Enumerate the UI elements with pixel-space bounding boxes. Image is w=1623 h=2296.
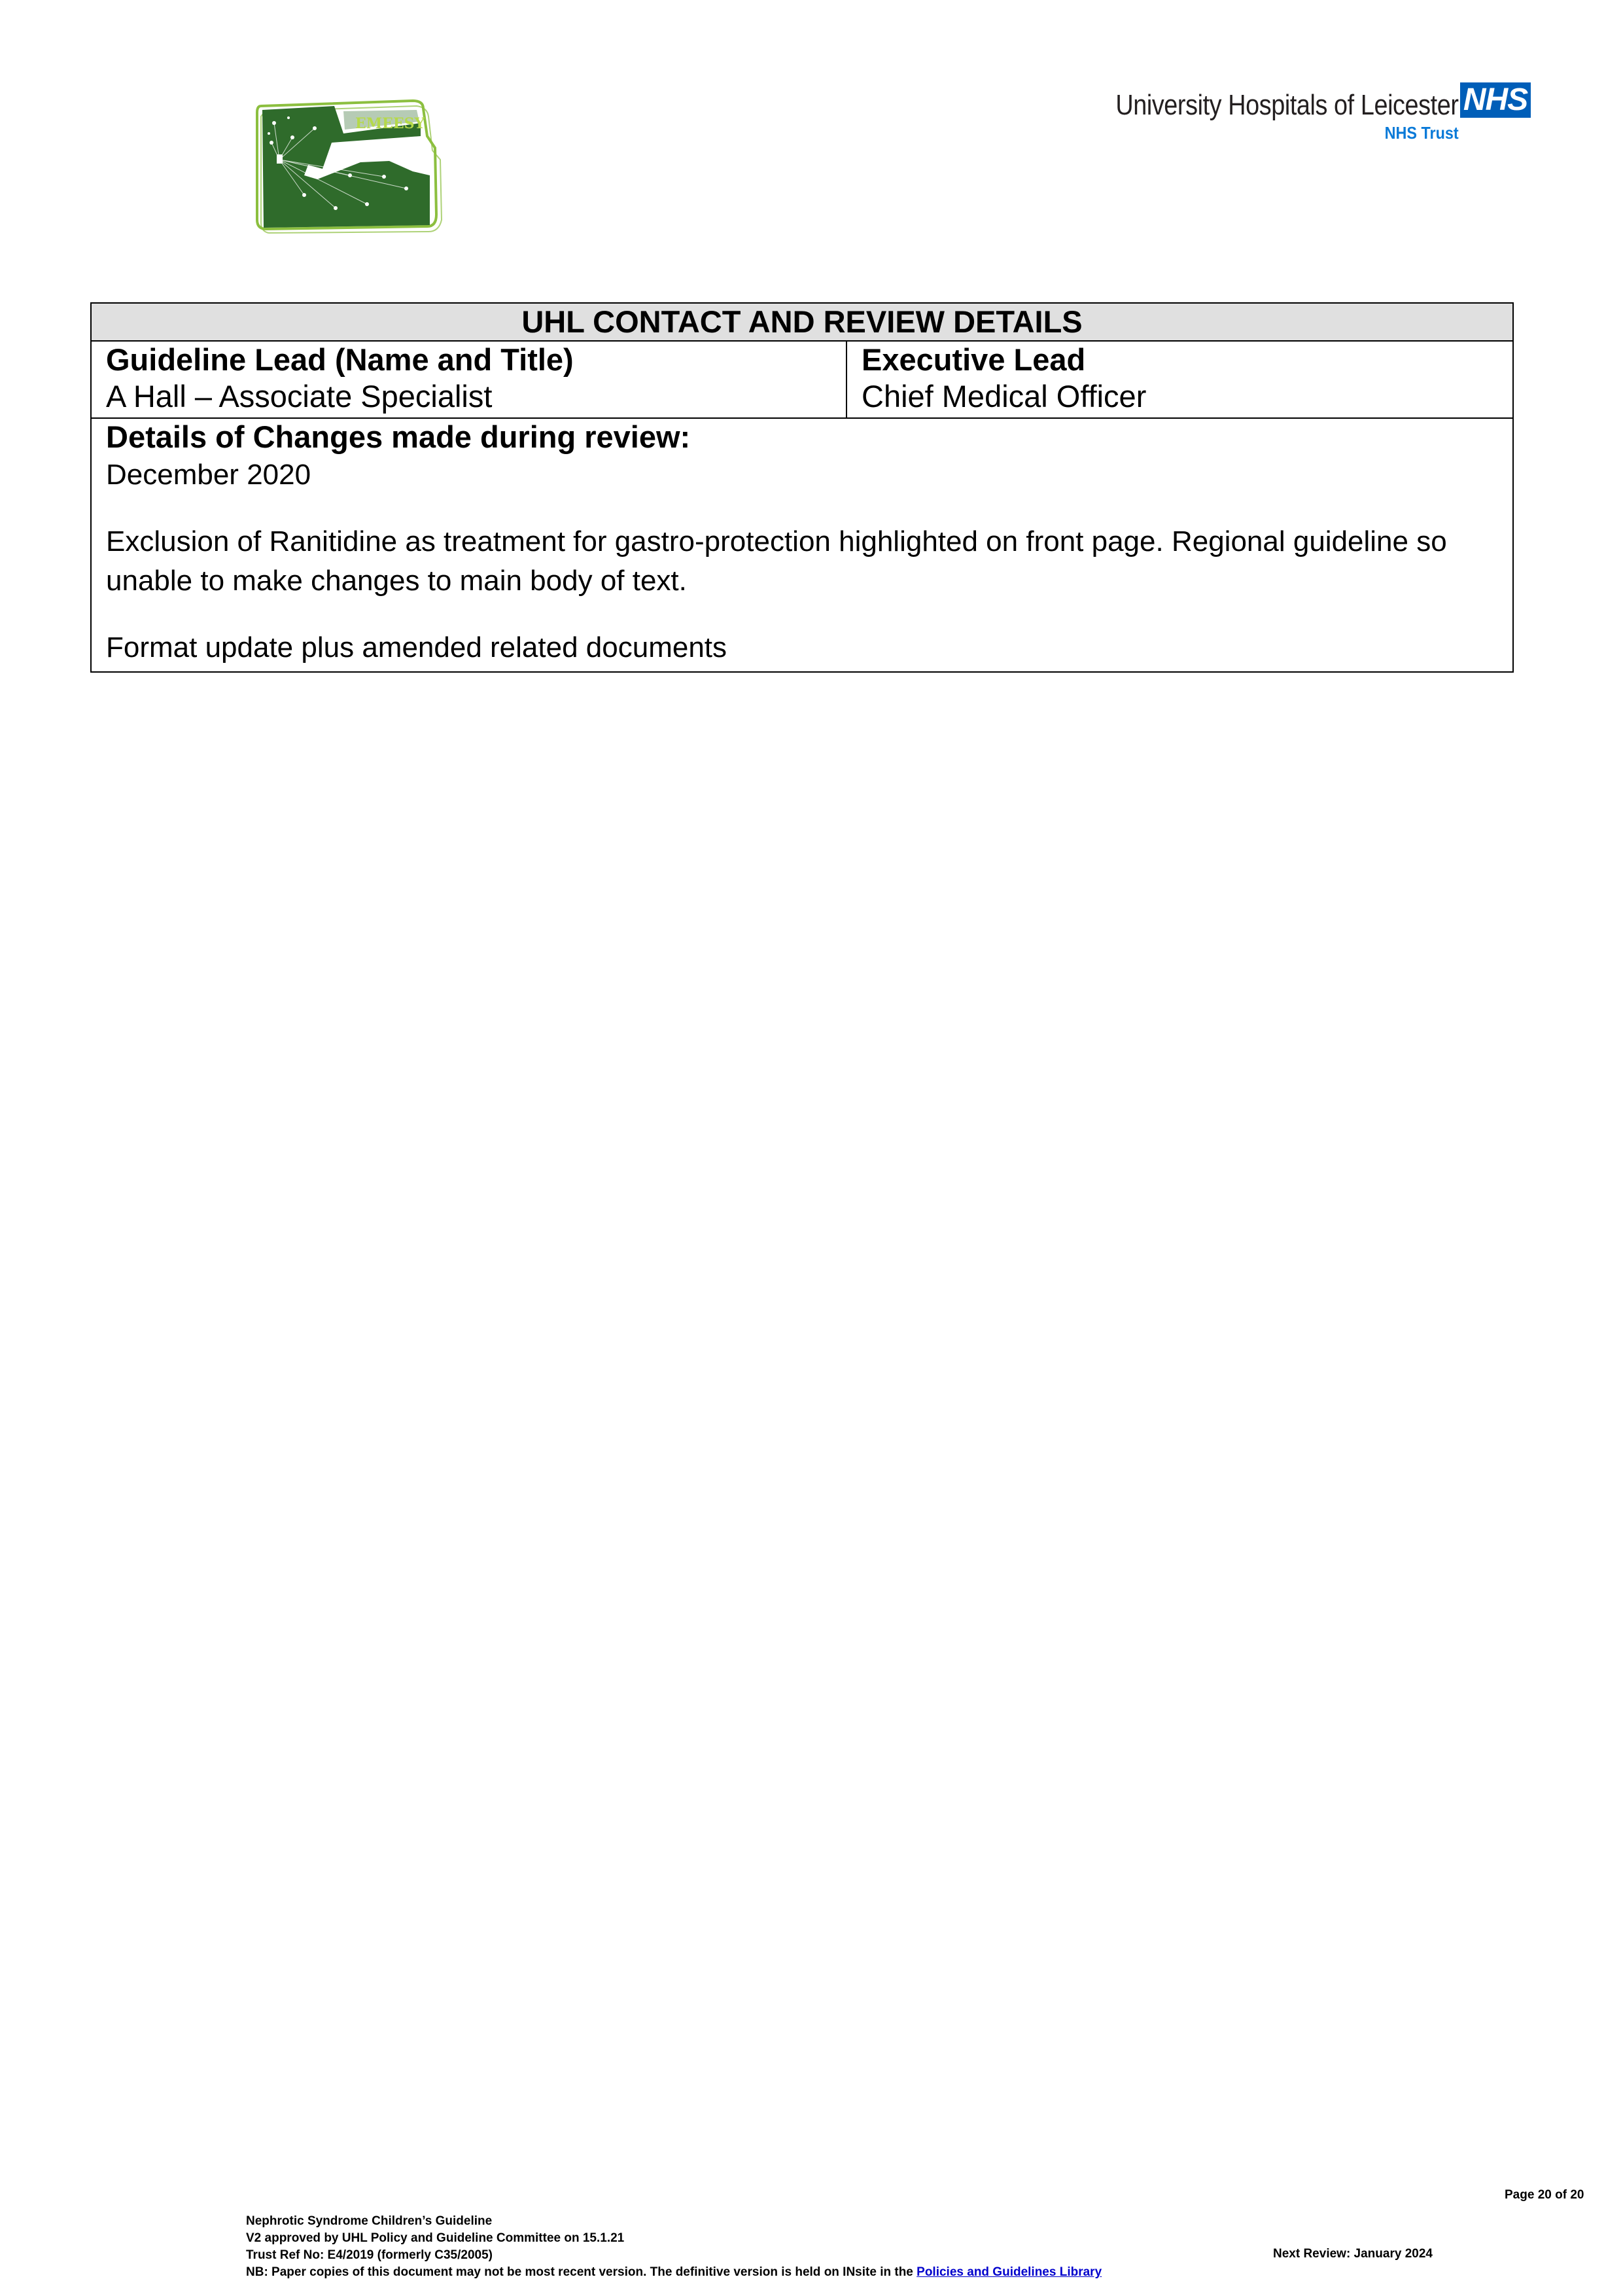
executive-lead-value: Chief Medical Officer (862, 379, 1147, 414)
policies-library-link[interactable]: Policies and Guidelines Library (916, 2265, 1102, 2279)
footer-note (246, 2264, 1102, 2281)
footer-approval: V2 approved by UHL Policy and Guideline Committee on 15.1.21 (246, 2231, 625, 2245)
next-review: Next Review: January 2024 (1273, 2247, 1433, 2261)
trust-label: NHS Trust (1384, 123, 1459, 143)
organisation-name: University Hospitals of Leicester (1115, 89, 1459, 121)
guideline-lead-cell (91, 341, 846, 418)
table-title: UHL CONTACT AND REVIEW DETAILS (91, 303, 1513, 341)
emeesy-logo-text: EMEESY (355, 115, 425, 132)
change-format-update: Format update plus amended related documents (106, 631, 727, 663)
change-date: December 2020 (106, 459, 311, 491)
guideline-lead-label: Guideline Lead (Name and Title) (106, 342, 574, 377)
executive-lead-cell (846, 341, 1513, 418)
nhs-logo: NHS (1460, 82, 1531, 118)
emeesy-logo (252, 97, 448, 238)
page-number: Page 20 of 20 (1505, 2188, 1584, 2202)
footer-doc-title: Nephrotic Syndrome Children’s Guideline (246, 2214, 493, 2228)
contact-review-table (90, 302, 1514, 673)
executive-lead-label: Executive Lead (862, 342, 1086, 377)
changes-cell (91, 418, 1513, 672)
guideline-lead-value: A Hall – Associate Specialist (106, 379, 493, 414)
footer-note-text: NB: Paper copies of this document may not be most recent version. The definitive version is held on INsite in the (246, 2265, 917, 2279)
footer-trust-ref: Trust Ref No: E4/2019 (formerly C35/2005) (246, 2248, 493, 2262)
document-footer (246, 2213, 1102, 2281)
change-description: Exclusion of Ranitidine as treatment for gastro-protection highlighted on front page. Regional guideline so unable to make changes to main body of text. (106, 525, 1447, 597)
nhs-header (1086, 80, 1531, 145)
changes-label: Details of Changes made during review: (106, 419, 691, 454)
